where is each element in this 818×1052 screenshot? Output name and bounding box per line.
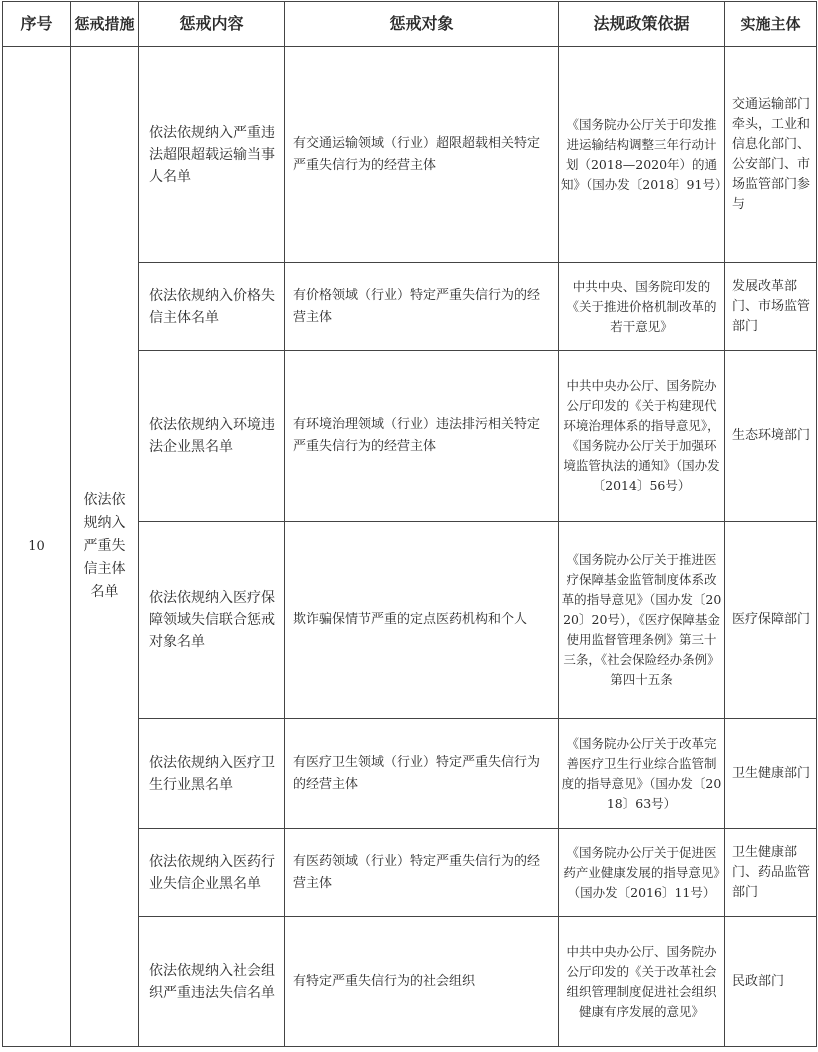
content-cell: 依法依规纳入严重违法超限超载运输当事人名单 (139, 47, 285, 263)
basis-cell: 《国务院办公厅关于促进医药产业健康发展的指导意见》（国办发〔2016〕11号） (559, 829, 725, 917)
header-agency: 实施主体 (725, 2, 817, 47)
credit-punishment-table (2, 1, 817, 1047)
header-basis: 法规政策依据 (559, 2, 725, 47)
header-seq: 序号 (3, 2, 71, 47)
target-cell: 有价格领域（行业）特定严重失信行为的经营主体 (285, 263, 559, 351)
content-cell: 依法依规纳入价格失信主体名单 (139, 263, 285, 351)
target-cell: 有医药领域（行业）特定严重失信行为的经营主体 (285, 829, 559, 917)
seq-cell: 10 (3, 47, 71, 1047)
target-cell: 有特定严重失信行为的社会组织 (285, 917, 559, 1047)
measure-cell: 依法依规纳入严重失信主体名单 (71, 47, 139, 1047)
content-cell: 依法依规纳入医药行业失信企业黑名单 (139, 829, 285, 917)
agency-cell: 生态环境部门 (725, 351, 817, 522)
header-target: 惩戒对象 (285, 2, 559, 47)
agency-cell: 医疗保障部门 (725, 522, 817, 719)
target-cell: 有医疗卫生领域（行业）特定严重失信行为的经营主体 (285, 719, 559, 829)
content-cell: 依法依规纳入环境违法企业黑名单 (139, 351, 285, 522)
agency-cell: 卫生健康部门、药品监管部门 (725, 829, 817, 917)
table-row (3, 47, 817, 263)
agency-cell: 发展改革部门、市场监管部门 (725, 263, 817, 351)
basis-cell: 中共中央办公厅、国务院办公厅印发的《关于改革社会组织管理制度促进社会组织健康有序发展的意见》 (559, 917, 725, 1047)
basis-cell: 中共中央、国务院印发的《关于推进价格机制改革的若干意见》 (559, 263, 725, 351)
target-cell: 欺诈骗保情节严重的定点医药机构和个人 (285, 522, 559, 719)
content-cell: 依法依规纳入社会组织严重违法失信名单 (139, 917, 285, 1047)
target-cell: 有环境治理领域（行业）违法排污相关特定严重失信行为的经营主体 (285, 351, 559, 522)
basis-cell: 《国务院办公厅关于推进医疗保障基金监管制度体系改革的指导意见》（国办发〔2020〕20号），《医疗保障基金使用监督管理条例》第三十三条，《社会保险经办条例》第四十五条 (559, 522, 725, 719)
target-cell: 有交通运输领域（行业）超限超载相关特定严重失信行为的经营主体 (285, 47, 559, 263)
header-measure: 惩戒措施 (71, 2, 139, 47)
header-content: 惩戒内容 (139, 2, 285, 47)
content-cell: 依法依规纳入医疗保障领域失信联合惩戒对象名单 (139, 522, 285, 719)
basis-cell: 《国务院办公厅关于印发推进运输结构调整三年行动计划（2018—2020年）的通知》（国办发〔2018〕91号） (559, 47, 725, 263)
content-cell: 依法依规纳入医疗卫生行业黑名单 (139, 719, 285, 829)
table-header-row (3, 2, 817, 47)
basis-cell: 《国务院办公厅关于改革完善医疗卫生行业综合监管制度的指导意见》（国办发〔2018〕63号） (559, 719, 725, 829)
agency-cell: 民政部门 (725, 917, 817, 1047)
basis-cell: 中共中央办公厅、国务院办公厅印发的《关于构建现代环境治理体系的指导意见》，《国务院办公厅关于加强环境监管执法的通知》（国办发〔2014〕56号） (559, 351, 725, 522)
agency-cell: 卫生健康部门 (725, 719, 817, 829)
agency-cell: 交通运输部门牵头，工业和信息化部门、公安部门、市场监管部门参与 (725, 47, 817, 263)
